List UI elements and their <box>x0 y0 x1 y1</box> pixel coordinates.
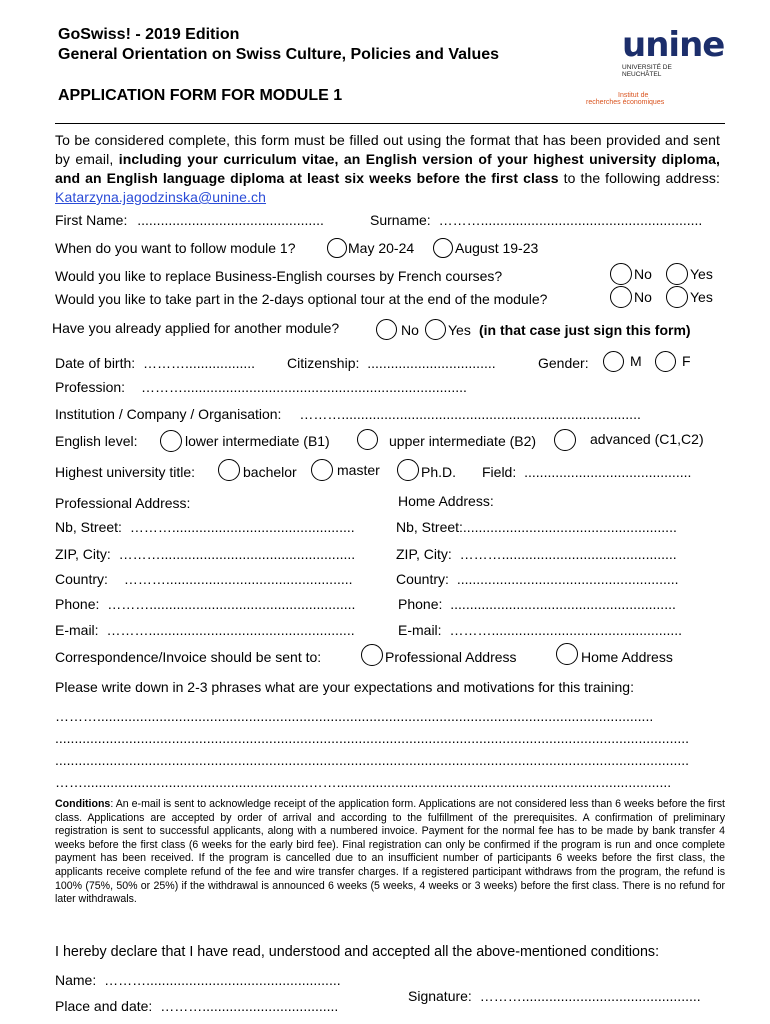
gender-f-radio[interactable] <box>655 351 676 372</box>
home-street-row <box>396 519 677 535</box>
place-date-label: Place and date: <box>55 998 153 1014</box>
header-divider <box>55 123 725 124</box>
gender-f-label: F <box>682 353 691 369</box>
prof-email-field[interactable]: ………..................................................... <box>106 622 355 638</box>
prof-phone-field[interactable]: ………..................................................... <box>107 596 356 612</box>
place-date-field[interactable]: ………................................... <box>160 998 339 1014</box>
may-label: May 20-24 <box>348 240 415 256</box>
home-zip-label: ZIP, City: <box>396 546 452 562</box>
intro-paragraph <box>55 131 720 207</box>
correspondence-label: Correspondence/Invoice should be sent to: <box>55 649 322 665</box>
tour-no-radio[interactable] <box>610 286 632 308</box>
conditions-text: : An e-mail is sent to acknowledge receipt of the application form. Applications are not considered less than 6 weeks before the first class. Applications are accepted by order of arrival and according to the fulfillment of the prerequisites. A confirmation of preliminary registration is sent to successful applicants, along with a numbered invoice. Payment for the normal fee has to be made by bank transfer 4 weeks before the first class (6 weeks for the early bird fee). Final registration can only be confirmed if the program is run and once complete payment has been received. If the program is cancelled due to an insufficient number of participants 6 weeks before the first class, the applicants receive complete refund of the fee and wire transfer charges. If a registered participant withdraws from the program, the refund is 100% (75%, 50% or 25%) if the withdrawal is announced 6 weeks (5 weeks, 4 weeks or 3 weeks) before the first class. There is no refund for later withdrawals. <box>55 798 725 906</box>
place-date-row <box>55 998 338 1014</box>
title-line-1: GoSwiss! - 2019 Edition <box>58 26 240 43</box>
citizenship-row <box>287 355 496 371</box>
replace-no-radio[interactable] <box>610 263 632 285</box>
home-email-label: E-mail: <box>398 622 442 638</box>
phd-radio[interactable] <box>397 459 419 481</box>
institute-line-1: Institut de <box>618 92 649 99</box>
phd-label: Ph.D. <box>421 464 457 480</box>
august-label: August 19-23 <box>455 240 539 256</box>
gender-m-radio[interactable] <box>603 351 624 372</box>
home-address-heading: Home Address: <box>398 493 494 509</box>
institution-field[interactable]: ………............................................................................. <box>299 406 641 422</box>
prof-street-label: Nb, Street: <box>55 519 122 535</box>
english-lower-radio[interactable] <box>160 430 182 452</box>
dob-field[interactable]: ……….................. <box>143 355 256 371</box>
english-lower-label: lower intermediate (B1) <box>185 433 330 449</box>
intro-bold: including your curriculum vitae, an English version of your highest university diploma, and an English language diploma at least six weeks before the first class <box>55 151 720 186</box>
home-country-field[interactable]: ......................................................... <box>456 571 679 587</box>
home-country-label: Country: <box>396 571 449 587</box>
field-row <box>482 464 691 480</box>
english-advanced-label: advanced (C1,C2) <box>590 431 704 447</box>
first-name-field[interactable]: ................................................ <box>137 212 324 228</box>
professional-address-heading: Professional Address: <box>55 495 191 511</box>
expectations-line-4[interactable]: ……..........................................................……...................................................................................... <box>55 774 672 790</box>
profession-field[interactable]: ………......................................................................... <box>140 379 467 395</box>
english-upper-radio[interactable] <box>357 429 378 450</box>
bachelor-label: bachelor <box>243 464 297 480</box>
may-radio[interactable] <box>327 238 347 258</box>
replace-courses-question: Would you like to replace Business-English courses by French courses? <box>55 268 503 284</box>
home-zip-row <box>396 546 677 562</box>
home-country-row <box>396 571 679 587</box>
first-name-row <box>55 212 324 228</box>
correspondence-home-label: Home Address <box>581 649 673 665</box>
prof-email-label: E-mail: <box>55 622 99 638</box>
english-level-label: English level: <box>55 433 138 449</box>
logo-wordmark: unine <box>622 25 725 65</box>
prof-street-field[interactable]: ………............................................... <box>129 519 355 535</box>
august-radio[interactable] <box>433 238 453 258</box>
home-phone-label: Phone: <box>398 596 443 612</box>
applied-question: Have you already applied for another module? <box>52 320 340 336</box>
prof-country-row <box>55 571 353 587</box>
citizenship-label: Citizenship: <box>287 355 360 371</box>
profession-row <box>55 379 467 395</box>
form-title: APPLICATION FORM FOR MODULE 1 <box>58 87 343 104</box>
expectations-line-1[interactable]: ………............................................................................................................................................... <box>55 708 654 724</box>
signature-label: Signature: <box>408 988 472 1004</box>
home-email-field[interactable]: ………................................................. <box>449 622 683 638</box>
first-name-label: First Name: <box>55 212 128 228</box>
applied-note: (in that case just sign this form) <box>479 322 691 338</box>
tour-question: Would you like to take part in the 2-days optional tour at the end of the module? <box>55 291 548 307</box>
name-label: Name: <box>55 972 97 988</box>
dob-row <box>55 355 255 371</box>
citizenship-field[interactable]: ................................. <box>367 355 496 371</box>
prof-zip-row <box>55 546 355 562</box>
correspondence-professional-label: Professional Address <box>385 649 517 665</box>
english-advanced-radio[interactable] <box>554 429 576 451</box>
home-phone-field[interactable]: .......................................................... <box>450 596 676 612</box>
institute-line-2: recherches économiques <box>586 99 665 106</box>
home-street-field[interactable]: ....................................................... <box>462 519 677 535</box>
intro-text-1: To be considered complete, this form must be filled out using the format that has been provided and sent by email, <box>55 132 720 167</box>
field-label: Field: <box>482 464 517 480</box>
gender-m-label: M <box>630 353 642 369</box>
institution-label: Institution / Company / Organisation: <box>55 406 282 422</box>
applied-yes-label: Yes <box>448 322 471 338</box>
highest-title-label: Highest university title: <box>55 464 196 480</box>
expectations-line-2[interactable]: ................................................................................................................................................................... <box>55 730 690 746</box>
applied-no-label: No <box>401 322 419 338</box>
prof-zip-label: ZIP, City: <box>55 546 111 562</box>
correspondence-professional-radio[interactable] <box>361 644 383 666</box>
home-phone-row <box>398 596 676 612</box>
gender-label: Gender: <box>538 355 589 371</box>
field-input[interactable]: ........................................... <box>524 464 692 480</box>
tour-yes-label: Yes <box>690 289 713 305</box>
tour-no-label: No <box>634 289 652 305</box>
home-street-label: Nb, Street: <box>396 519 463 535</box>
prof-country-field[interactable]: ………................................................ <box>123 571 353 587</box>
title-line-2: General Orientation on Swiss Culture, Policies and Values <box>58 46 500 63</box>
master-label: master <box>337 462 380 478</box>
replace-no-label: No <box>634 266 652 282</box>
prof-country-label: Country: <box>55 571 108 587</box>
profession-label: Profession: <box>55 379 126 395</box>
logo-line-1: UNIVERSITÉ DE <box>622 64 672 71</box>
prof-phone-row <box>55 596 355 612</box>
surname-label: Surname: <box>370 212 431 228</box>
prof-street-row <box>55 519 355 535</box>
name-field[interactable]: ……….................................................. <box>104 972 341 988</box>
prof-zip-field[interactable]: ……….................................................. <box>118 546 356 562</box>
applied-no-radio[interactable] <box>376 319 397 340</box>
english-upper-label: upper intermediate (B2) <box>389 433 537 449</box>
unine-logo <box>622 25 725 78</box>
expectations-line-3[interactable]: ................................................................................................................................................................... <box>55 752 690 768</box>
dob-label: Date of birth: <box>55 355 136 371</box>
conditions-label: Conditions <box>55 798 111 810</box>
conditions-paragraph <box>55 798 725 907</box>
logo-line-2: NEUCHÂTEL <box>622 71 662 78</box>
name-row <box>55 972 341 988</box>
signature-field[interactable]: ……….............................................. <box>479 988 701 1004</box>
home-zip-field[interactable]: ………............................................. <box>459 546 677 562</box>
applied-yes-radio[interactable] <box>425 319 446 340</box>
correspondence-home-radio[interactable] <box>556 643 578 665</box>
surname-row <box>370 212 702 228</box>
when-module-question: When do you want to follow module 1? <box>55 240 296 256</box>
expectations-question: Please write down in 2-3 phrases what are your expectations and motivations for this training: <box>55 679 634 695</box>
institute-name <box>586 92 665 106</box>
contact-email-link[interactable]: Katarzyna.jagodzinska@unine.ch <box>55 189 267 205</box>
tour-yes-radio[interactable] <box>666 286 688 308</box>
bachelor-radio[interactable] <box>218 459 240 481</box>
master-radio[interactable] <box>311 459 333 481</box>
intro-text-2: to the following address: <box>558 170 721 186</box>
prof-phone-label: Phone: <box>55 596 100 612</box>
home-email-row <box>398 622 682 638</box>
prof-email-row <box>55 622 355 638</box>
replace-yes-radio[interactable] <box>666 263 688 285</box>
declaration: I hereby declare that I have read, understood and accepted all the above-mentioned conditions: <box>55 944 660 960</box>
replace-yes-label: Yes <box>690 266 713 282</box>
signature-row <box>408 988 701 1004</box>
surname-field[interactable]: ………......................................................... <box>438 212 703 228</box>
institution-row <box>55 406 641 422</box>
